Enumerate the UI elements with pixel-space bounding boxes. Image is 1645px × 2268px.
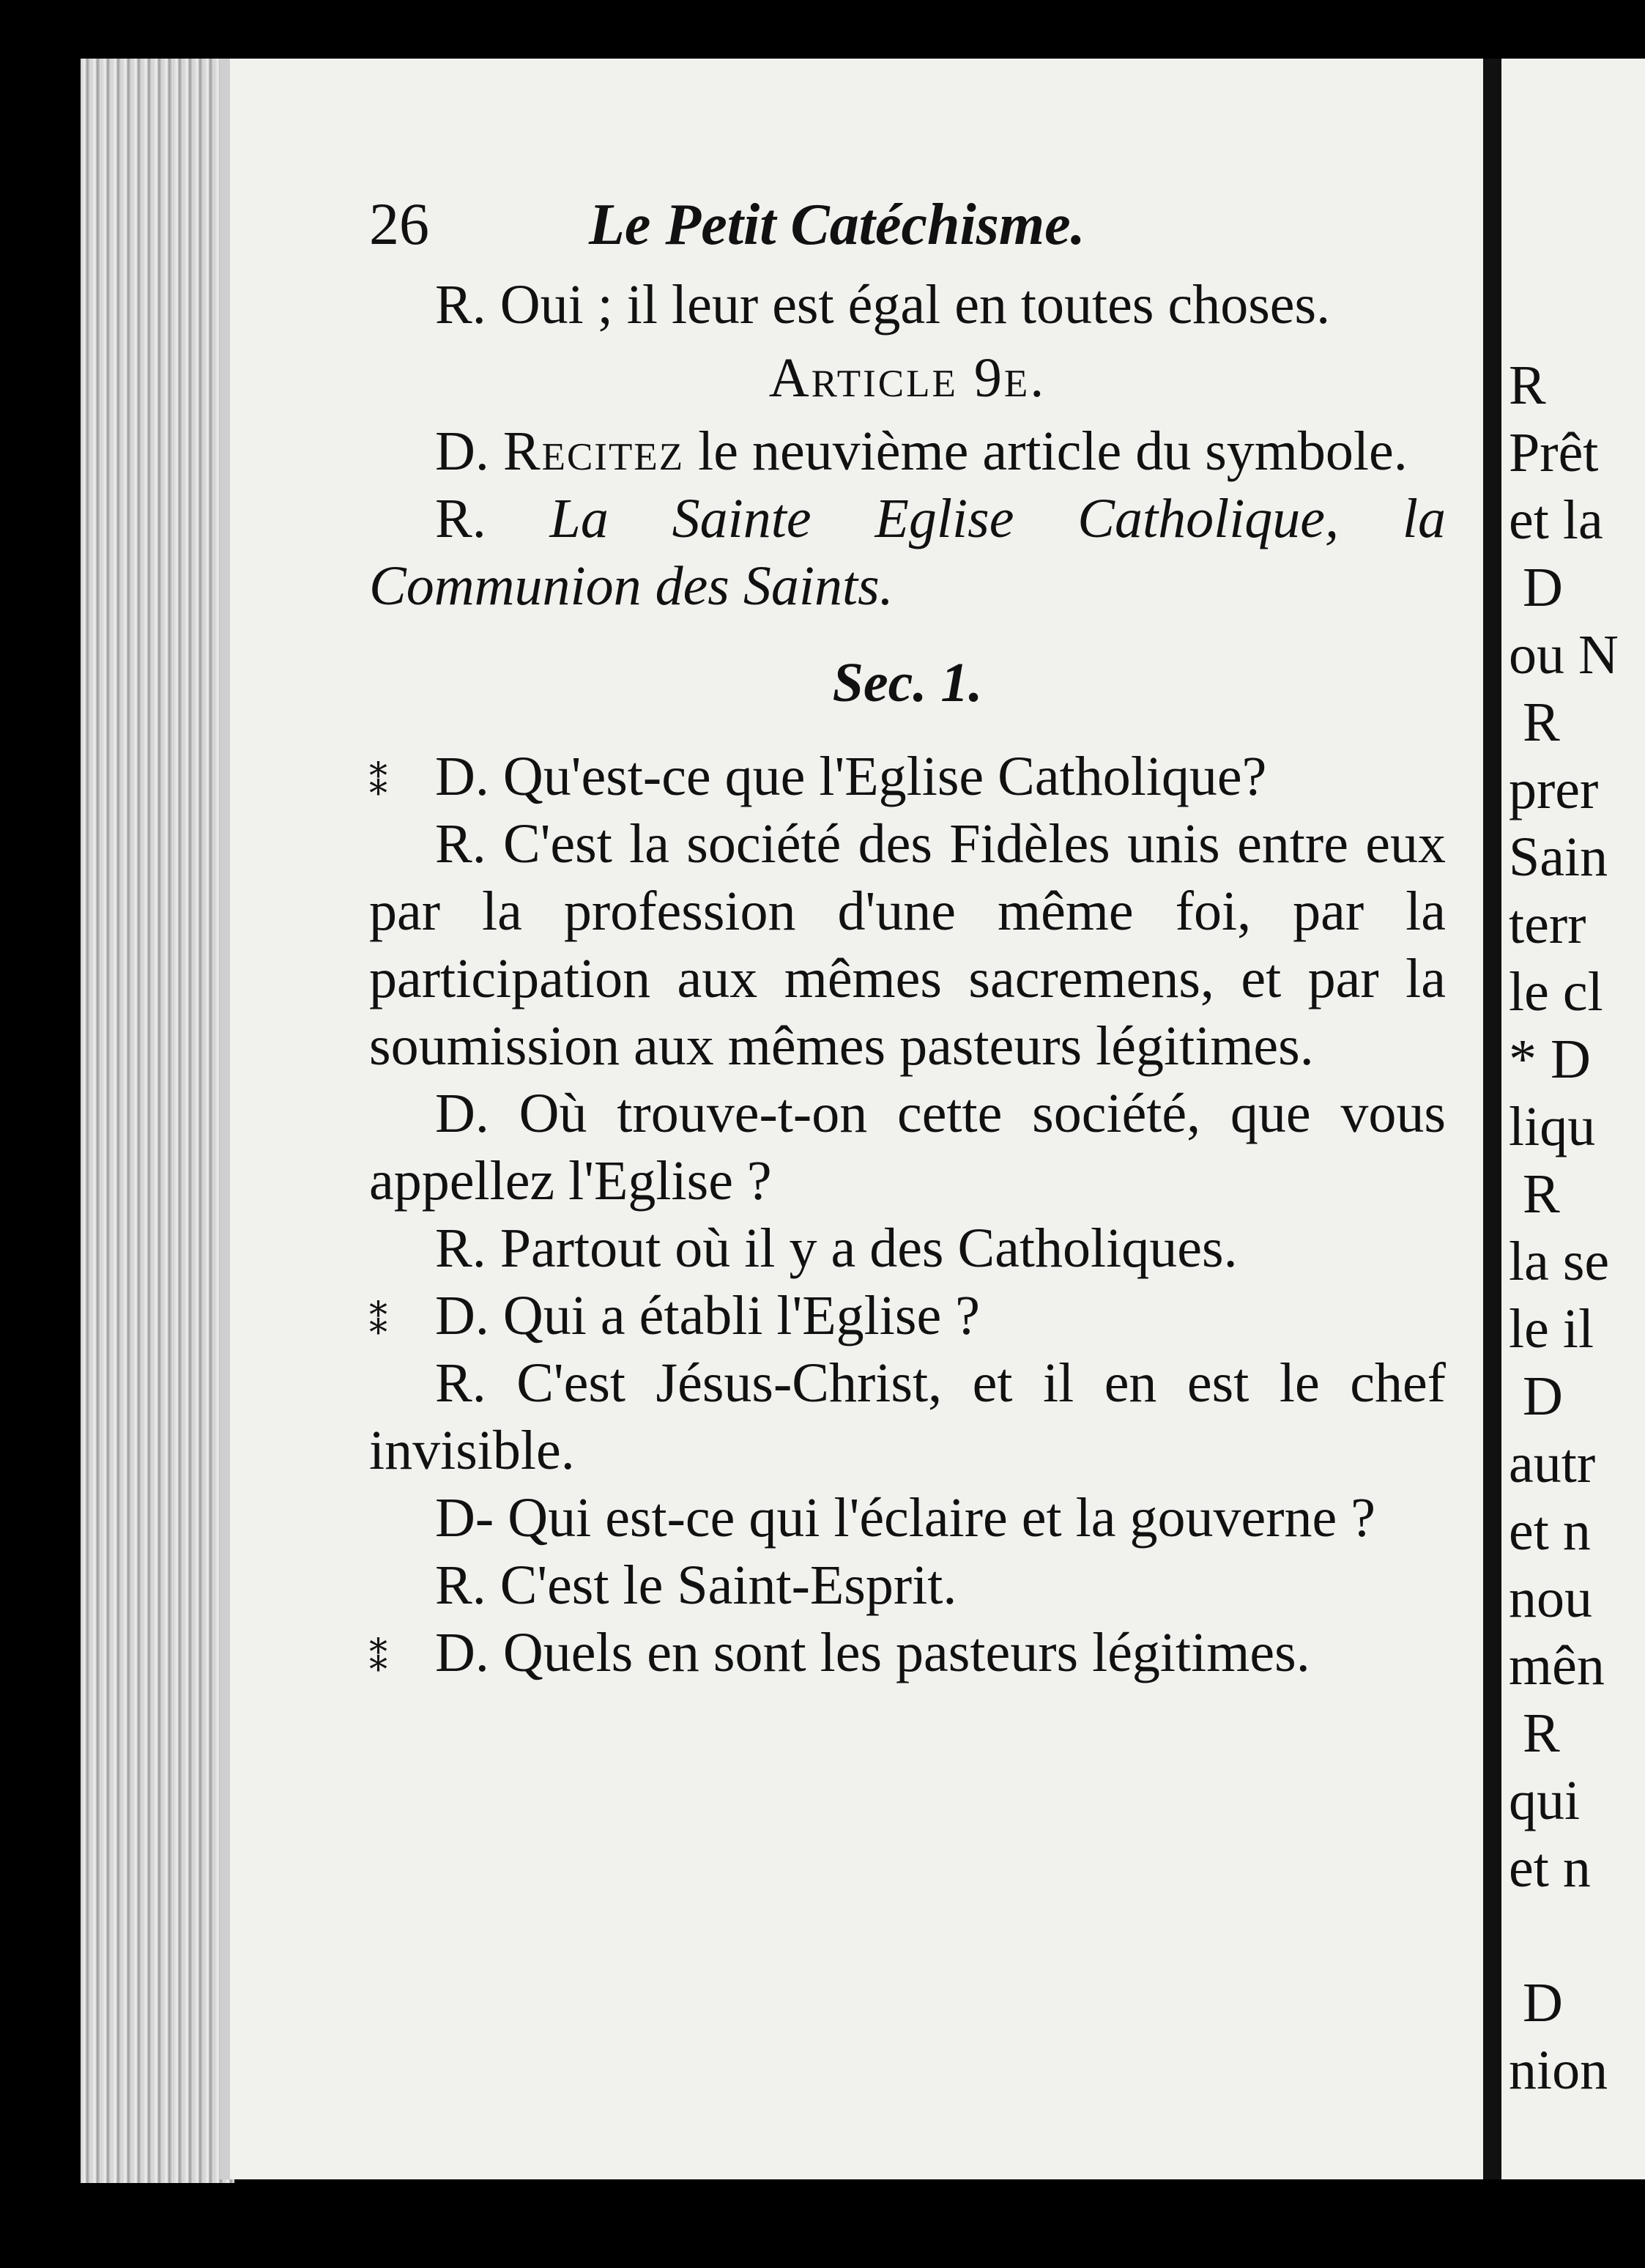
running-title: Le Petit Catéchisme. [589, 193, 1085, 257]
question-who-guides: D- Qui est-ce qui l'éclaire et la gouverne ? [435, 1487, 1375, 1549]
paragraph-creed-answer [369, 485, 1446, 620]
question-label: D. [435, 420, 489, 482]
answer-label: R. [435, 488, 486, 549]
question-what-is-church [369, 743, 1446, 810]
page-content [369, 190, 1446, 1686]
recitez-word: Recitez [502, 420, 685, 482]
answer-who-established: R. C'est Jésus-Christ, et il en est le chef invisible. [369, 1352, 1446, 1481]
facing-page [1501, 59, 1645, 2179]
creed-text: La Sainte Eglise Catholique, la Communion des Saints. [369, 488, 1446, 617]
answer-where-society: R. Partout où il y a des Catholiques. [435, 1218, 1238, 1279]
facing-page-text: R Prêt et la D ou N R prer Sain terr le cl * D liqu R la se le il D autr et n nou mên R qui et n D nion [1509, 355, 1619, 2101]
recite-rest: le neuvième article du symbole. [698, 420, 1408, 482]
book-fore-edge [81, 59, 234, 2183]
article-heading: Article 9e. [768, 347, 1047, 409]
asterism-marker: ⁑ [369, 1637, 387, 1679]
page-number: 26 [369, 190, 429, 257]
page-gutter [1483, 59, 1501, 2179]
question-text: D. Quels en sont les pasteurs légitimes. [435, 1622, 1310, 1683]
asterism-marker: ⁑ [369, 761, 387, 803]
section-heading: Sec. 1. [832, 652, 983, 714]
left-page [220, 59, 1483, 2179]
answer-what-is-church: R. C'est la société des Fidèles unis entre eux par la profession d'une même foi, par la participation aux mêmes sacremens, et par la soumission aux mêmes pasteurs légitimes. [369, 813, 1446, 1077]
question-text: D. Qui a établi l'Eglise ? [435, 1285, 980, 1346]
question-legitimate-pastors [369, 1619, 1446, 1686]
asterism-marker: ⁑ [369, 1300, 387, 1342]
page-header [369, 190, 1446, 271]
question-where-society: D. Où trouve-t-on cette société, que vous appellez l'Eglise ? [369, 1083, 1446, 1212]
answer-who-guides: R. C'est le Saint-Esprit. [435, 1554, 957, 1616]
paragraph-answer-equal: R. Oui ; il leur est égal en toutes choses. [435, 274, 1331, 336]
question-text: D. Qu'est-ce que l'Eglise Catholique? [435, 746, 1267, 807]
paragraph-recite-question [369, 418, 1446, 485]
question-who-established [369, 1282, 1446, 1349]
